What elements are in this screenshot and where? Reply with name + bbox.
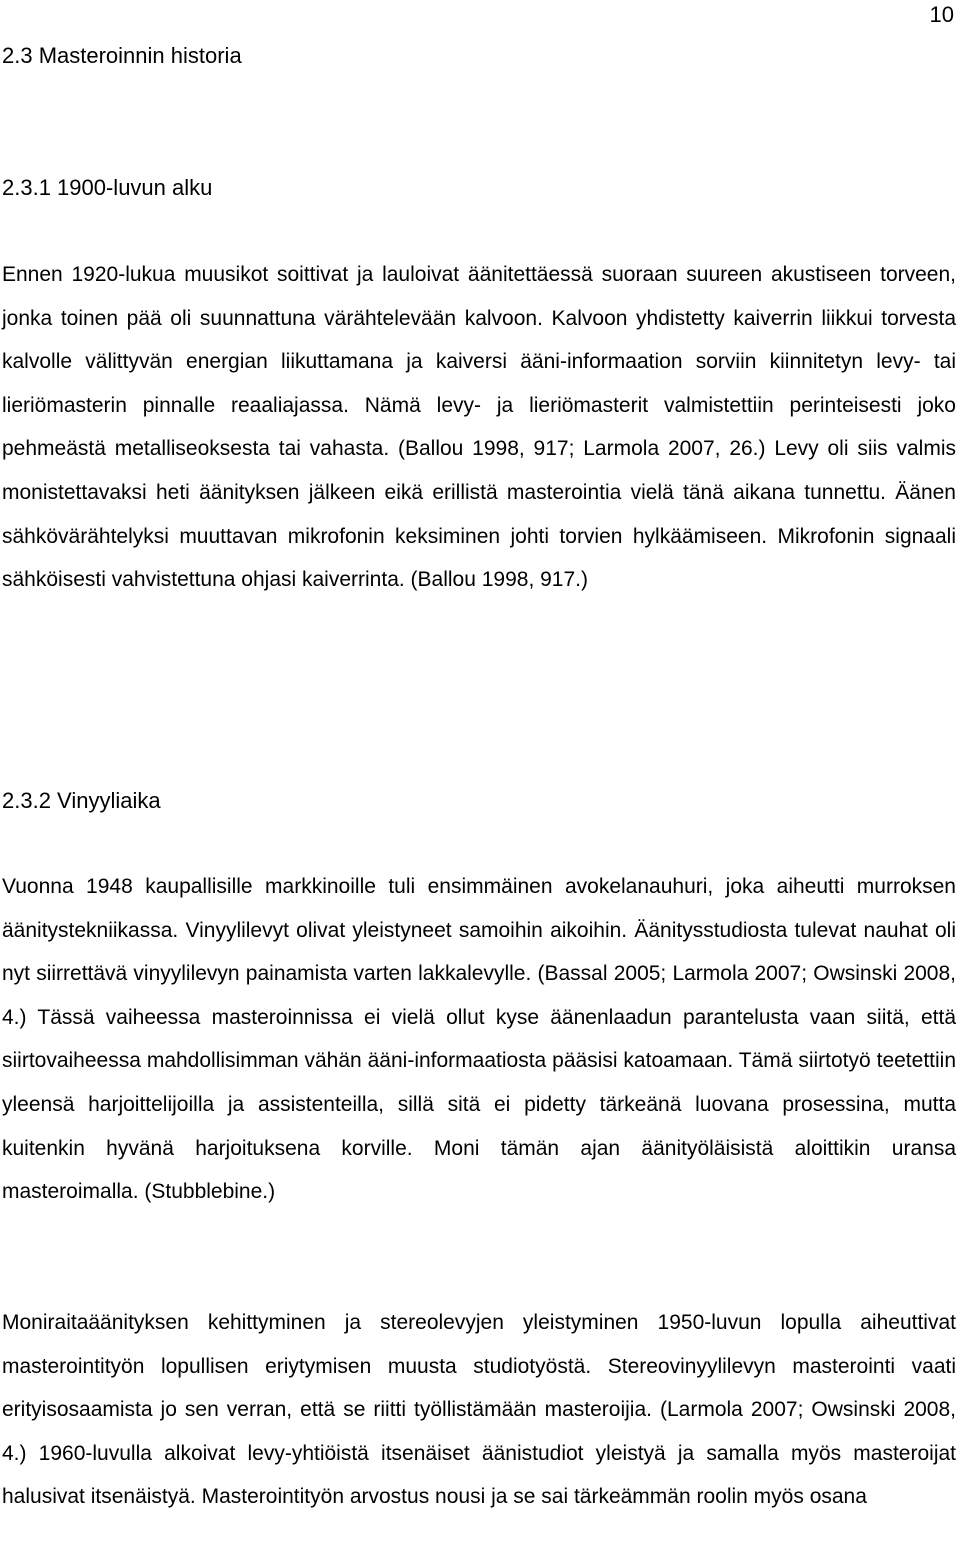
paragraph-vinyyliaika-2: Moniraitaäänityksen kehittyminen ja stereolevyjen yleistyminen 1950-luvun lopulla aiheuttivat masterointityön lopullisen eriytymisen muusta studiotyöstä. Stereovinyylilevyn masterointi vaati erityisosaamista jo sen verran, että se riitti työllistämään masteroijia. (Larmola 2007; Owsinski 2008, 4.) 1960-luvulla alkoivat levy-yhtiöistä itsenäiset äänistudiot yleistyä ja samalla myös masteroijat halusivat itsenäistyä. Masterointityön arvostus nousi ja se sai tärkeämmän roolin myös osana [2, 1311, 956, 1509]
paragraph-vinyyliaika-1: Vuonna 1948 kaupallisille markkinoille tuli ensimmäinen avokelanauhuri, joka aiheutti murroksen äänitystekniikassa. Vinyylilevyt olivat yleistyneet samoihin aikoihin. Äänitysstudiosta tulevat nauhat oli nyt siirrettävä vinyylilevyn painamista varten lakkalevylle. (Bassal 2005; Larmola 2007; Owsinski 2008, 4.) Tässä vaiheessa masteroinnissa ei vielä ollut kyse äänenlaadun parantelusta vaan siitä, että siirtovaiheessa mahdollisimman vähän ääni-informaatiosta pääsisi katoamaan. Tämä siirtotyö teetettiin yleensä harjoittelijoilla ja assistenteilla, sillä sitä ei pidetty tärkeänä luovana prosessina, mutta kuitenkin hyvänä harjoituksena korville. Moni tämän ajan äänityöläisistä aloittikin uransa masteroimalla. (Stubblebine.) [2, 875, 956, 1204]
subsection-heading-1900-luvun-alku: 2.3.1 1900-luvun alku [2, 175, 213, 200]
page-number: 10 [929, 2, 954, 27]
subsection-heading-vinyyliaika: 2.3.2 Vinyyliaika [2, 788, 161, 813]
section-heading: 2.3 Masteroinnin historia [2, 43, 242, 68]
paragraph-1900-luvun-alku: Ennen 1920-lukua muusikot soittivat ja lauloivat äänitettäessä suoraan suureen akustiseen torveen, jonka toinen pää oli suunnattuna värähtelevään kalvoon. Kalvoon yhdistetty kaiverrin liikkui torvesta kalvolle välittyvän energian liikuttamana ja kaiversi ääni-informaation sorviin kiinnitetyn levy- tai lieriömasterin pinnalle reaaliajassa. Nämä levy- ja lieriömasterit valmistettiin perinteisesti joko pehmeästä metalliseoksesta tai vahasta. (Ballou 1998, 917; Larmola 2007, 26.) Levy oli siis valmis monistettavaksi heti äänityksen jälkeen eikä erillistä masterointia vielä tänä aikana tunnettu. Äänen sähkövärähtelyksi muuttavan mikrofonin keksiminen johti torvien hylkäämiseen. Mikrofonin signaali sähköisesti vahvistettuna ohjasi kaiverrinta. (Ballou 1998, 917.) [2, 263, 956, 592]
